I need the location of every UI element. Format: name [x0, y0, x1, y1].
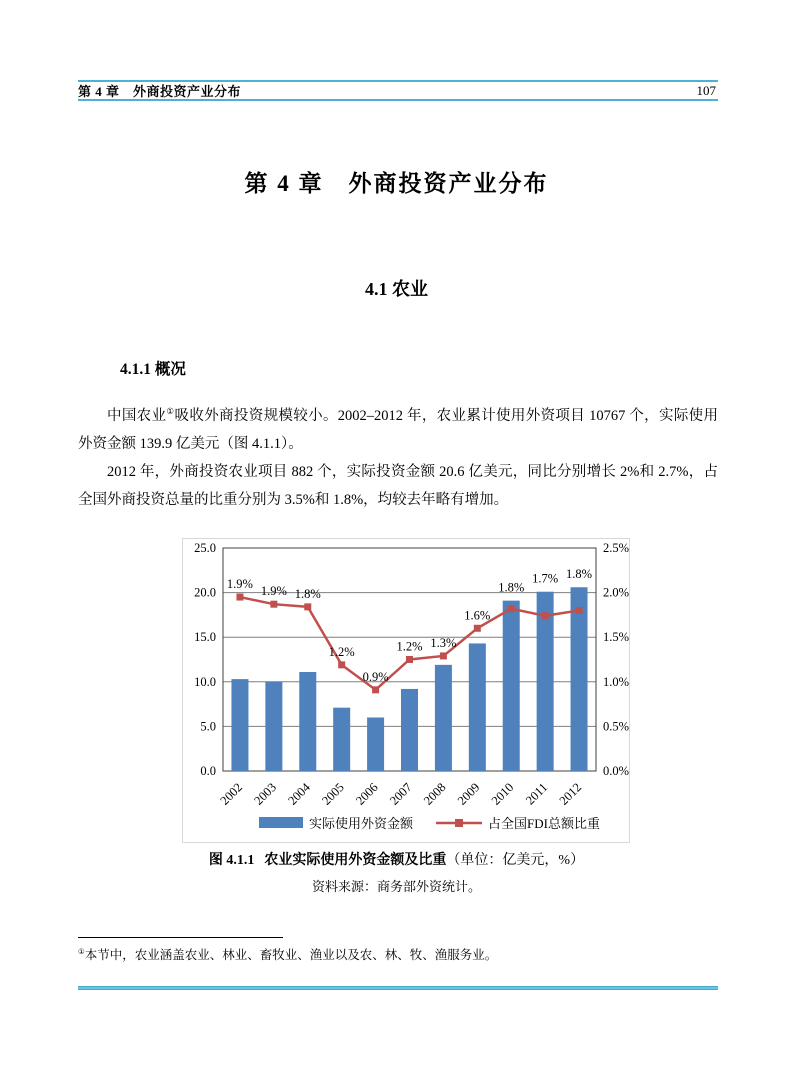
legend-line-label: 占全国FDI总额比重 [488, 816, 600, 831]
data-label-2002: 1.9% [226, 577, 253, 592]
legend-line-marker [455, 819, 463, 827]
x-axis-tick: 2009 [454, 780, 483, 808]
figure-caption-unit: （单位：亿美元，%） [446, 853, 585, 868]
bottom-accent-bar [78, 986, 718, 990]
body-text [78, 402, 718, 514]
agriculture-fdi-chart [183, 539, 629, 842]
x-axis-tick: 2002 [217, 780, 246, 808]
legend-bar-label: 实际使用外资金额 [309, 816, 414, 831]
left-axis-tick: 0.0 [200, 764, 216, 778]
line-marker-2003 [270, 601, 277, 608]
line-marker-2004 [304, 603, 311, 610]
line-marker-2011 [542, 612, 549, 619]
right-axis-tick: 1.5% [603, 630, 629, 645]
right-axis-tick: 0.0% [603, 764, 629, 778]
data-label-2004: 1.8% [294, 586, 321, 601]
bar-2008 [435, 665, 452, 771]
x-axis-tick: 2007 [387, 780, 415, 808]
bar-2005 [333, 708, 350, 771]
chapter-title: 第 4 章 外商投资产业分布 [244, 171, 549, 196]
right-axis-tick: 2.5% [603, 541, 629, 555]
data-label-2006: 0.9% [362, 669, 389, 684]
x-axis-tick: 2011 [523, 780, 551, 808]
figure-caption-title: 农业实际使用外资金额及比重 [264, 853, 447, 868]
x-axis-tick: 2003 [251, 780, 279, 808]
left-axis-tick: 5.0 [200, 719, 216, 734]
paragraph-1-continued: 吸收外商投资规模较小。2002–2012 年，农业累计使用外资项目 10767 个，实际使用外资金额 139.9 亿美元（图 4.1.1）。 [78, 408, 719, 452]
bar-2007 [401, 689, 418, 771]
data-label-2005: 1.2% [328, 644, 355, 659]
left-axis-tick: 20.0 [194, 585, 216, 600]
x-axis-tick: 2008 [420, 780, 449, 808]
left-axis-tick: 10.0 [194, 674, 216, 689]
subsection-title: 4.1.1 概况 [120, 361, 186, 378]
figure-caption [0, 849, 793, 869]
data-label-2008: 1.3% [430, 635, 457, 650]
x-axis-tick: 2012 [556, 780, 585, 808]
footnote-rule [78, 937, 283, 938]
line-marker-2002 [236, 594, 243, 601]
line-marker-2006 [372, 686, 379, 693]
figure-4-1-1 [182, 538, 630, 843]
line-marker-2005 [338, 661, 345, 668]
bar-2004 [299, 672, 316, 771]
footnote-marker: ① [78, 946, 85, 956]
figure-source: 资料来源：商务部外资统计。 [311, 879, 481, 894]
line-marker-2008 [440, 652, 447, 659]
x-axis-tick: 2004 [285, 780, 313, 808]
bar-2010 [503, 601, 520, 771]
right-axis-tick: 0.5% [603, 719, 629, 734]
data-label-2009: 1.6% [464, 608, 491, 623]
x-axis-tick: 2005 [319, 780, 347, 808]
right-axis-tick: 1.0% [603, 674, 629, 689]
footnote-reference: ① [166, 406, 175, 417]
data-label-2010: 1.8% [498, 580, 525, 595]
running-header-title: 第 4 章 外商投资产业分布 [78, 84, 242, 99]
paragraph-2: 2012 年，外商投资农业项目 882 个，实际投资金额 20.6 亿美元，同比分别增长 2%和 2.7%，占全国外商投资总量的比重分别为 3.5%和 1.8%，均较去年略有增加。 [78, 464, 718, 508]
bar-2012 [571, 587, 588, 771]
data-label-2011: 1.7% [532, 571, 559, 586]
bar-2009 [469, 643, 486, 771]
legend-bar-swatch [259, 817, 303, 828]
x-axis-tick: 2006 [353, 780, 381, 808]
x-axis-tick: 2010 [488, 780, 517, 808]
line-marker-2007 [406, 656, 413, 663]
bar-2006 [367, 717, 384, 771]
data-label-2007: 1.2% [396, 639, 423, 654]
page-number: 107 [696, 82, 716, 98]
paragraph-1-text: 中国农业 [107, 408, 167, 424]
data-label-2012: 1.8% [566, 567, 593, 582]
data-label-2003: 1.9% [260, 584, 287, 599]
line-marker-2012 [576, 607, 583, 614]
footnote [78, 946, 718, 965]
bar-2003 [265, 682, 282, 771]
figure-caption-label: 图 4.1.1 [208, 853, 255, 868]
left-axis-tick: 25.0 [194, 541, 216, 555]
right-axis-tick: 2.0% [603, 585, 629, 600]
section-title: 4.1 农业 [365, 279, 428, 299]
footnote-text: 本节中，农业涵盖农业、林业、畜牧业、渔业以及农、林、牧、渔服务业。 [84, 948, 498, 962]
running-header [78, 80, 718, 101]
paragraph-1 [78, 402, 718, 458]
bar-2002 [231, 679, 248, 771]
line-marker-2009 [474, 625, 481, 632]
line-marker-2010 [508, 605, 515, 612]
left-axis-tick: 15.0 [194, 630, 216, 645]
